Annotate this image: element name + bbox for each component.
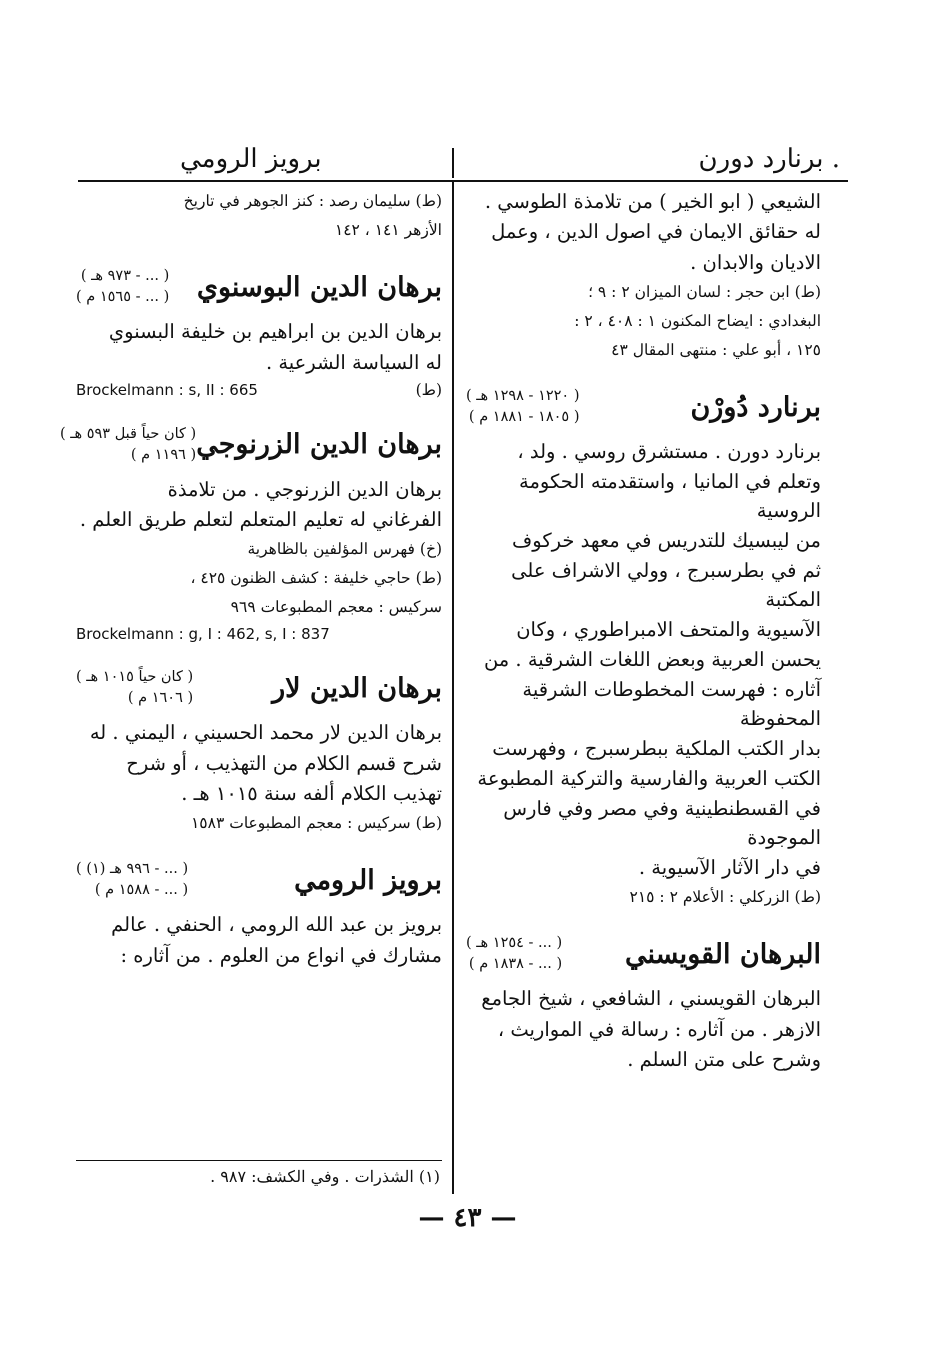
paragraph: مشارك في انواع من العلوم . من آثاره : xyxy=(120,943,442,967)
header-rule xyxy=(78,180,848,182)
paragraph: برهان الدين الزرنوجي . من تلامذة xyxy=(167,477,442,501)
footnote-rule xyxy=(76,1160,442,1161)
right-intro xyxy=(466,188,821,364)
footnote: (١) الشذرات . وفي الكشف: ٩٨٧ . xyxy=(210,1167,440,1186)
latin-reference: Brockelmann : g, I : 462, s, I : 837 xyxy=(76,624,330,643)
entry-dates xyxy=(76,859,188,901)
hijri-dates: ( كان حياً ١٠١٥ هـ ) xyxy=(76,669,194,686)
reference-line: ١٢٥ ، أبو علي : منتهى المقال ٤٣ xyxy=(611,341,821,360)
entry-title: برهان الدين لار xyxy=(272,672,442,704)
reference-line: (ط) سركيس : معجم المطبوعات ١٥٨٣ xyxy=(190,814,442,833)
entry-burhan-quwaysini xyxy=(466,933,821,1074)
entry-burhan-zarnuji xyxy=(59,424,442,646)
entry-burhan-lar xyxy=(76,667,442,837)
gregorian-dates: ( ١٨٠٥ - ١٨٨١ م ) xyxy=(468,409,580,426)
paragraph: شرح قسم الكلام من التهذيب ، أو شرح xyxy=(126,751,442,775)
entry-burhan-bosnawi xyxy=(76,266,442,401)
paragraph: وشرح على متن السلم . xyxy=(627,1047,821,1071)
paragraph: في دار الآثار الآسيوية . xyxy=(638,855,821,879)
entry-heading xyxy=(76,859,442,901)
entry-parviz-rumi xyxy=(76,859,442,970)
entry-title: برهان الدين البوسنوي xyxy=(196,271,442,303)
page-number: — ٤٣ — xyxy=(418,1203,517,1233)
paragraph: ثم في بطرسبرج ، وولي الاشراف على المكتبة xyxy=(511,559,821,611)
gregorian-dates: ( ١٦٠٦ م ) xyxy=(127,690,194,707)
entry-dates xyxy=(466,933,562,975)
paragraph: وتعلم في المانيا ، واستقدمته الحكومة الروسية xyxy=(518,470,821,522)
paragraph: الشيعي ( ابو الخير ) من تلامذة الطوسي . xyxy=(484,190,821,213)
left-column xyxy=(59,188,442,972)
hijri-dates: ( كان حياً قبل ٥٩٣ هـ ) xyxy=(59,425,197,442)
reference-label: (ط) xyxy=(415,380,442,399)
reference-line: (ط) سليمان رصد : كنز الجوهر في تاريخ xyxy=(183,192,442,210)
entry-dates xyxy=(466,386,580,428)
paragraph: بدار الكتب الملكية ببطرسبرج ، وفهرست xyxy=(492,736,821,760)
reference-line: الأزهر ١٤١ ، ١٤٢ xyxy=(334,221,442,240)
paragraph: برنارد دورن . مستشرق روسي . ولد ، xyxy=(517,440,821,464)
header-separator xyxy=(452,148,454,178)
entry-title: برنارد دُورْن xyxy=(690,391,821,423)
paragraph: برهان الدين بن ابراهيم بن خليفة البسنوي xyxy=(108,320,442,344)
reference-row xyxy=(76,379,442,402)
reference-line: البغدادي : ايضاح المكنون ١ : ٤٠٨ ، ٢ : xyxy=(574,311,821,330)
entry-heading xyxy=(76,266,442,308)
gregorian-dates: ( ... - ١٥٨٨ م ) xyxy=(94,882,189,899)
paragraph: يحسن العربية وبعض اللغات الشرقية . من xyxy=(483,648,821,672)
paragraph: الآسيوية والمتحف الامبراطوري ، وكان xyxy=(516,617,821,641)
entry-title: برهان الدين الزرنوجي xyxy=(196,429,442,460)
hijri-dates: ( ... - ١٢٥٤ هـ ) xyxy=(466,935,563,952)
paragraph: الاديان والابدان . xyxy=(690,250,821,274)
entry-dates xyxy=(60,424,196,466)
reference-line: (خ) فهرس المؤلفين بالظاهرية xyxy=(247,540,442,559)
paragraph: الفرغاني له تعليم المتعلم لتعلم طريق العلم . xyxy=(79,507,442,531)
reference-line: (ط) حاجي خليفة : كشف الظنون ٤٢٥ ، xyxy=(190,569,442,588)
paragraph: له حقائق الايمان في اصول الدين ، وعمل xyxy=(491,220,821,244)
paragraph: له السياسة الشرعية . xyxy=(265,350,442,374)
entry-bernhard-dorn xyxy=(466,386,821,911)
reference-line: سركيس : معجم المطبوعات ٩٦٩ xyxy=(230,598,442,617)
paragraph: تهذيب الكلام ألفه سنة ١٠١٥ هـ . xyxy=(181,781,442,805)
running-header-left: برويز الرومي xyxy=(180,144,322,174)
entry-dates xyxy=(76,266,169,308)
paragraph: آثاره : فهرست المخطوطات الشرقية المحفوظة xyxy=(522,678,821,730)
hijri-dates: ( ... - ٩٧٣ هـ ) xyxy=(80,268,170,285)
hijri-dates: ( ... - ٩٩٦ هـ (١) ) xyxy=(76,861,189,878)
paragraph: الازهر . من آثاره : رسالة في المواريث ، xyxy=(497,1017,821,1041)
latin-reference: Brockelmann : s, II : 665 xyxy=(76,380,258,399)
running-header xyxy=(70,140,860,180)
reference-line: (ط) ابن حجر : لسان الميزان ٢ : ٩ ؛ xyxy=(588,282,821,301)
paragraph: في القسطنطينية وفي مصر وفي فارس الموجودة xyxy=(503,797,821,849)
paragraph: برويز بن عبد الله الرومي ، الحنفي . عالم xyxy=(111,913,442,937)
entry-dates xyxy=(76,667,193,709)
entry-title: البرهان القويسني xyxy=(624,938,821,970)
paragraph: الكتب العربية والفارسية والتركية المطبوعة xyxy=(477,767,821,791)
entry-heading xyxy=(76,667,442,709)
entry-heading xyxy=(466,386,821,428)
gregorian-dates: ( ١١٩٦ م ) xyxy=(130,446,197,463)
paragraph: البرهان القويسني ، الشافعي ، شيخ الجامع xyxy=(481,987,821,1011)
column-divider xyxy=(452,182,454,1194)
entry-heading xyxy=(466,933,821,975)
paragraph: برهان الدين لار محمد الحسيني ، اليمني . له xyxy=(89,721,442,745)
reference-line: (ط) الزركلي : الأعلام ٢ : ٢١٥ xyxy=(629,888,821,907)
hijri-dates: ( ١٢٢٠ - ١٢٩٨ هـ ) xyxy=(466,388,580,405)
paragraph: من ليبسيك للتدريس في معهد خركوف xyxy=(512,529,821,552)
running-header-right: . برنارد دورن xyxy=(698,144,840,174)
entry-heading xyxy=(59,424,442,466)
left-intro xyxy=(76,188,442,244)
entry-title: برويز الرومي xyxy=(294,864,442,896)
right-column xyxy=(466,188,821,1076)
gregorian-dates: ( ... - ١٨٣٨ م ) xyxy=(468,956,563,973)
gregorian-dates: ( ... - ١٥٦٥ م ) xyxy=(76,289,170,306)
